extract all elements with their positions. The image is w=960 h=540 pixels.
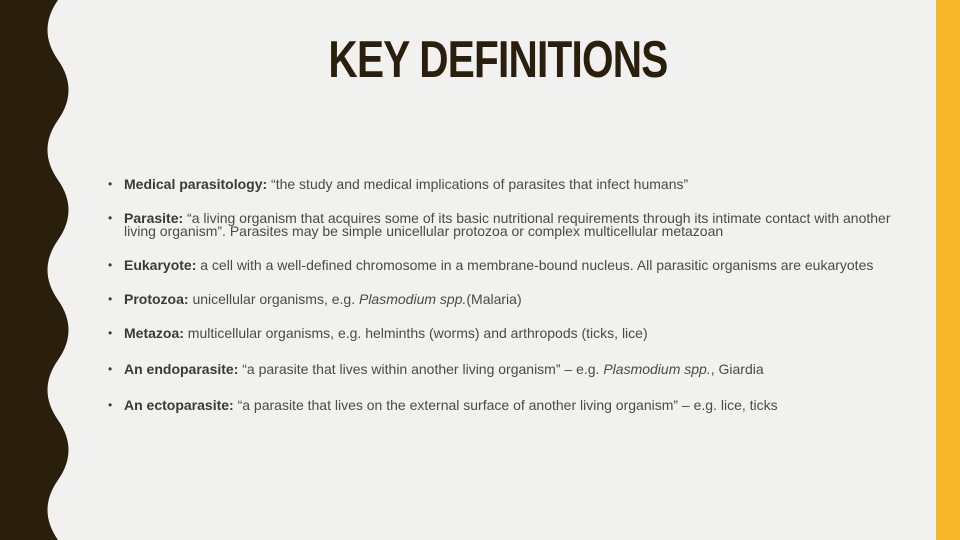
accent-stripe: [936, 0, 960, 540]
definition-text: a cell with a well-defined chromosome in a membrane-bound nucleus. All parasitic organisms are eukaryotes: [196, 257, 874, 273]
definition-text: “a parasite that lives within another living organism” – e.g.: [238, 361, 604, 377]
definition-italic-text: Plasmodium spp.: [603, 361, 711, 377]
bullet-icon: •: [108, 177, 113, 191]
definition-term: An endoparasite:: [124, 361, 239, 377]
definition-text: multicellular organisms, e.g. helminths (worms) and arthropods (ticks, lice): [183, 325, 648, 341]
list-item: [108, 363, 908, 376]
definition-text: “a living organism that acquires some of its basic nutritional requirements through its intimate contact with another living organism”. Parasites may be simple unicellular protozoa or complex multicellular metazoan: [124, 210, 891, 239]
bullet-icon: •: [108, 292, 113, 306]
definition-term: Medical parasitology:: [124, 176, 268, 192]
definition-term: Protozoa:: [124, 291, 189, 307]
bullet-icon: •: [108, 258, 113, 272]
definition-term: An ectoparasite:: [124, 397, 234, 413]
definition-term: Parasite:: [124, 210, 184, 226]
definition-term: Metazoa:: [124, 325, 184, 341]
definition-text: “a parasite that lives on the external surface of another living organism” – e.g. lice, ticks: [233, 397, 778, 413]
definitions-list: [108, 178, 908, 412]
list-item: [108, 399, 908, 412]
list-item: [108, 327, 908, 340]
decorative-wavy-band: [0, 0, 72, 540]
definition-term: Eukaryote:: [124, 257, 197, 273]
list-item: [108, 178, 908, 191]
bullet-icon: •: [108, 398, 113, 412]
definition-italic-text: Plasmodium spp.: [358, 291, 467, 307]
definition-text: unicellular organisms, e.g.: [188, 291, 359, 307]
definition-text-after: (Malaria): [466, 291, 522, 307]
bullet-icon: •: [108, 211, 113, 225]
definition-text-after: , Giardia: [710, 361, 764, 377]
slide-title: KEY DEFINITIONS: [328, 31, 668, 89]
list-item: [108, 212, 908, 238]
list-item: [108, 293, 908, 306]
bullet-icon: •: [108, 362, 113, 376]
bullet-icon: •: [108, 326, 113, 340]
list-item: [108, 259, 908, 272]
definition-text: “the study and medical implications of parasites that infect humans”: [267, 176, 689, 192]
